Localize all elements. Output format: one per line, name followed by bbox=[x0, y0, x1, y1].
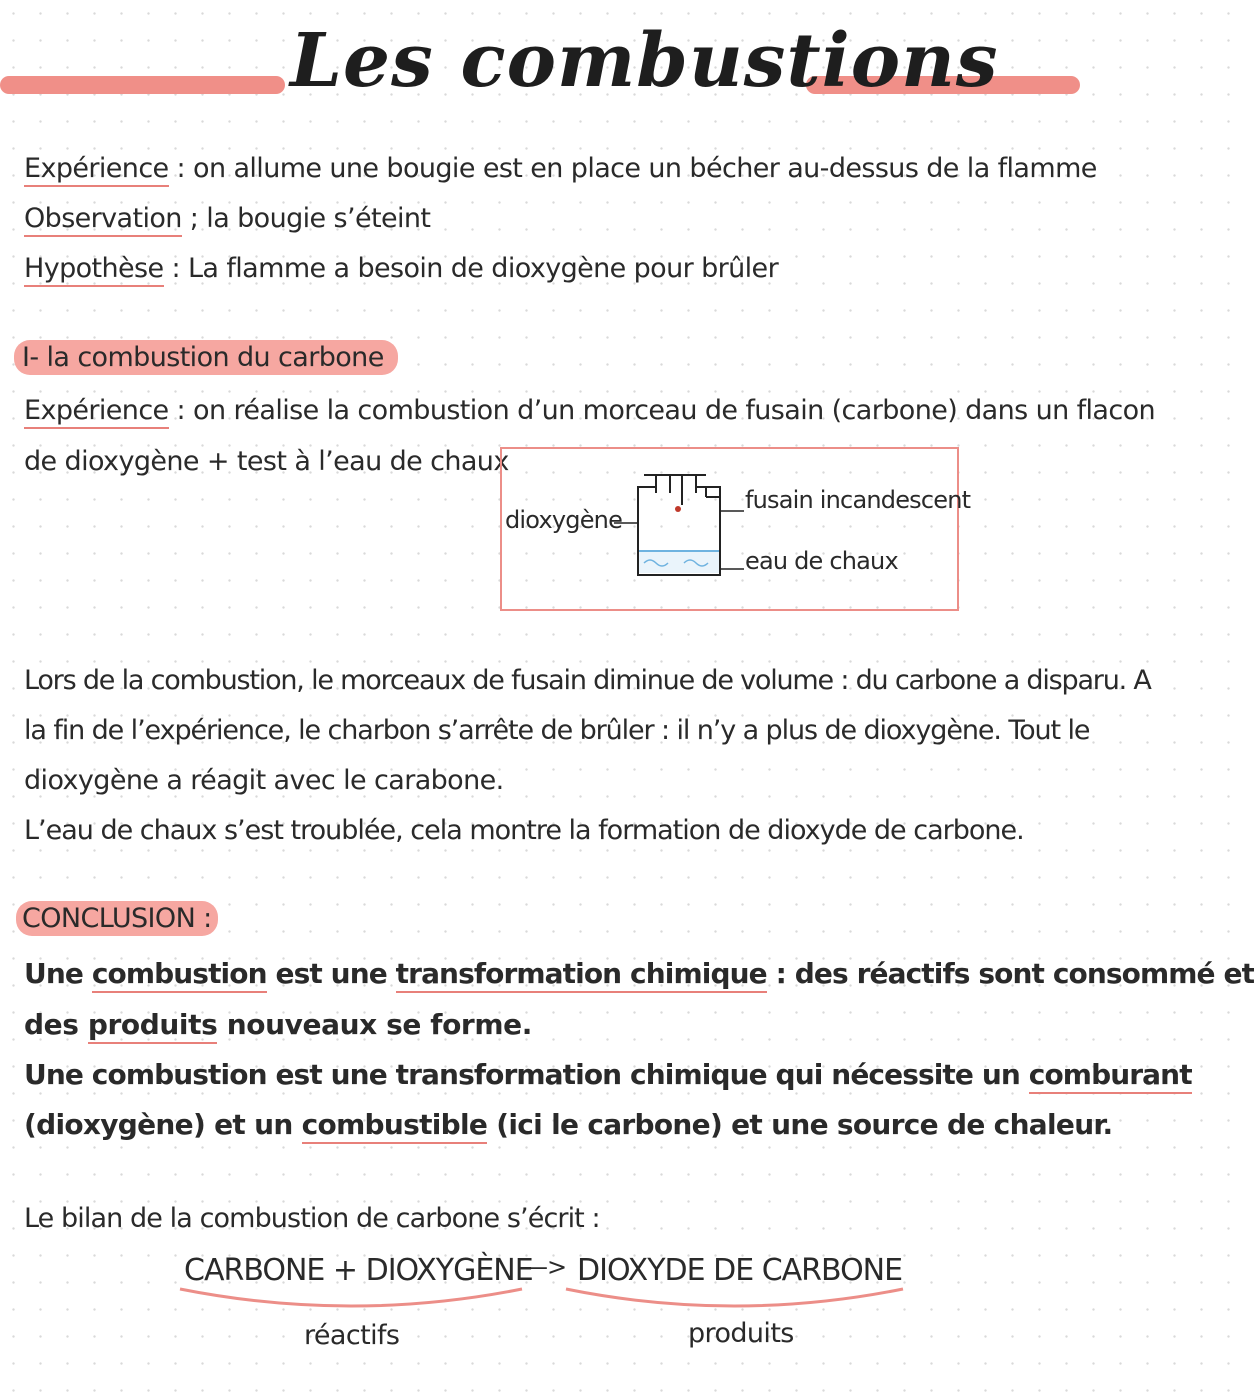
experience-label: Expérience bbox=[24, 153, 169, 187]
observation-label: Observation bbox=[24, 203, 182, 237]
diagram-label-eau: eau de chaux bbox=[745, 547, 898, 575]
paragraph-line-3: dioxygène a réagit avec le carabone. bbox=[24, 765, 504, 796]
text-fragment: des bbox=[24, 1008, 88, 1041]
intro-observation-line bbox=[24, 203, 430, 234]
paragraph-line-1: Lors de la combustion, le morceaux de fusain diminue de volume : du carbone a disparu. A bbox=[24, 665, 1151, 696]
experience-text: : on allume une bougie est en place un bécher au-dessus de la flamme bbox=[168, 153, 1097, 184]
intro-hypothese-line bbox=[24, 253, 778, 284]
term-combustion: combustion bbox=[92, 957, 267, 993]
intro-experience-line bbox=[24, 153, 1097, 184]
reactants-brace bbox=[176, 1283, 526, 1315]
equation-reactants: CARBONE + DIOXYGÈNE bbox=[184, 1253, 533, 1288]
equation-arrow: —> bbox=[524, 1253, 567, 1281]
section1-experience-label: Expérience bbox=[24, 395, 169, 429]
conclusion-p2-line2 bbox=[24, 1108, 1112, 1141]
conclusion-p1-line2 bbox=[24, 1008, 532, 1041]
products-brace bbox=[562, 1283, 907, 1315]
term-combustible: combustible bbox=[302, 1108, 488, 1144]
term-comburant: comburant bbox=[1029, 1058, 1192, 1094]
section-heading: I- la combustion du carbone bbox=[14, 340, 398, 375]
section1-experience-text: : on réalise la combustion d’un morceau de fusain (carbone) dans un flacon bbox=[168, 395, 1156, 426]
conclusion-p2-line1 bbox=[24, 1058, 1192, 1091]
reactants-label: réactifs bbox=[304, 1320, 400, 1351]
diagram-label-dioxygene: dioxygène bbox=[505, 506, 623, 534]
flask-diagram bbox=[600, 465, 760, 585]
section1-experience-line1 bbox=[24, 395, 1155, 426]
title-bar-left bbox=[0, 76, 285, 94]
observation-text: ; la bougie s’éteint bbox=[181, 203, 431, 234]
term-produits: produits bbox=[88, 1008, 218, 1044]
conclusion-p1-line1 bbox=[24, 957, 1254, 990]
paragraph-line-4: L’eau de chaux s’est troublée, cela montre la formation de dioxyde de carbone. bbox=[24, 815, 1024, 846]
bilan-intro: Le bilan de la combustion de carbone s’écrit : bbox=[24, 1203, 600, 1234]
text-fragment: est une bbox=[266, 957, 396, 990]
section1-experience-line2: de dioxygène + test à l’eau de chaux bbox=[24, 446, 509, 477]
text-fragment: : des réactifs sont consommé et bbox=[766, 957, 1254, 990]
conclusion-label: CONCLUSION : bbox=[16, 901, 218, 936]
text-fragment: Une combustion est une transformation chimique qui nécessite un bbox=[24, 1058, 1029, 1091]
paragraph-line-2: la fin de l’expérience, le charbon s’arrête de brûler : il n’y a plus de dioxygène. Tout le bbox=[24, 715, 1090, 746]
text-fragment: Une bbox=[24, 957, 92, 990]
hypothese-text: : La flamme a besoin de dioxygène pour brûler bbox=[163, 253, 779, 284]
equation-product: DIOXYDE DE CARBONE bbox=[577, 1253, 903, 1288]
page-title: Les combustions bbox=[290, 18, 999, 104]
text-fragment: nouveaux se forme. bbox=[217, 1008, 532, 1041]
text-fragment: (ici le carbone) et une source de chaleur. bbox=[487, 1108, 1113, 1141]
diagram-label-fusain: fusain incandescent bbox=[745, 486, 971, 514]
products-label: produits bbox=[688, 1318, 794, 1349]
term-transformation: transformation chimique bbox=[396, 957, 767, 993]
hypothese-label: Hypothèse bbox=[24, 253, 164, 287]
text-fragment: (dioxygène) et un bbox=[24, 1108, 302, 1141]
